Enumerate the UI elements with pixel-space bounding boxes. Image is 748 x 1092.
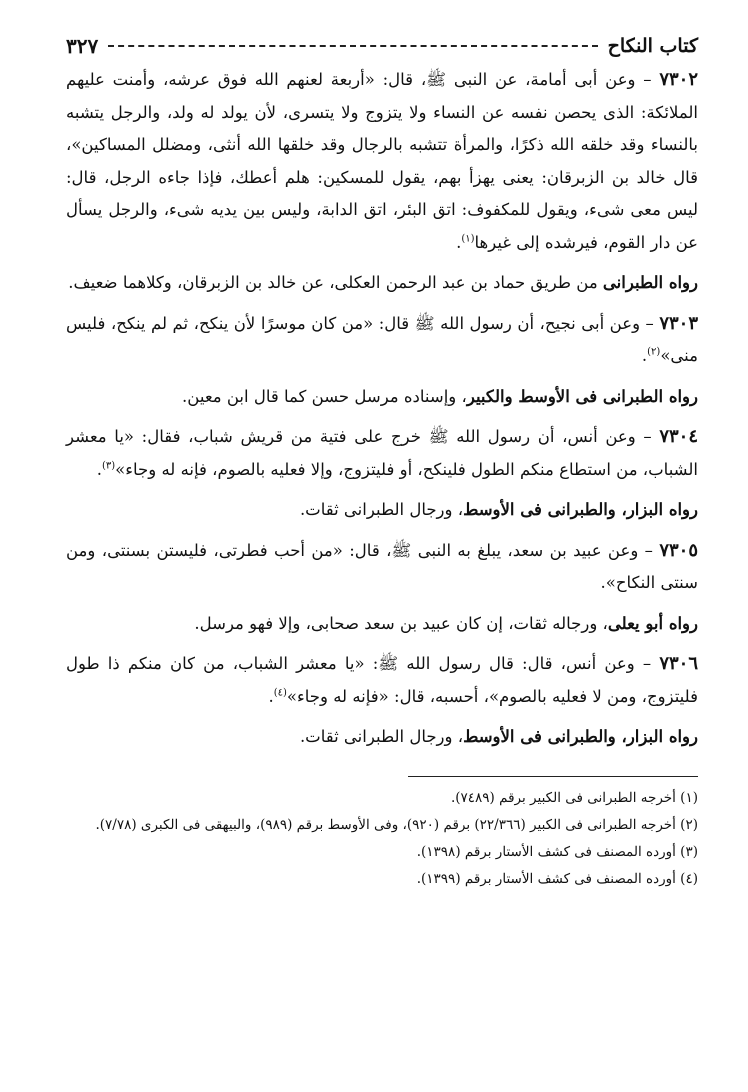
footnote-separator — [408, 776, 698, 777]
hadith-text: – وعن أبى نجيح، أن رسول الله ﷺ قال: «من كان موسرًا لأن ينكح، ثم لم ينكح، فليس منى» — [66, 313, 698, 365]
source-rest: ، ورجال الطبرانى ثقات. — [299, 727, 464, 746]
footnotes — [66, 785, 698, 893]
footnote-ref[interactable]: (٤) — [273, 687, 287, 698]
source-bold: رواه الطبرانى فى الأوسط والكبير — [466, 386, 698, 406]
hadith-text: – وعن أنس، أن رسول الله ﷺ خرج على فتية من قريش شباب، فقال: «يا معشر الشباب، من استطاع منكم الطول فلينكح، أو فليتزوج، وإلا فعليه بالصوم، فإنه له وجاء» — [66, 427, 698, 479]
header-dashed-rule — [108, 45, 597, 47]
hadith-text: – وعن أبى أمامة، عن النبى ﷺ، قال: «أربعة لعنهم الله فوق عرشه، وأمنت عليهم الملائكة: الذى يحصن نفسه عن النساء ولا يتزوج ولا يتسرى، لأن يولد له ولد، والرجل يتشبه بالنساء وقد خلقه الله ذكرًا، والمرأة تتشبه بالرجال وقد خلقها الله أنثى، ومضلل المساكين»، قال خالد بن الزبرقان: يعنى يهزأ بهم، يقول للمسكين: هلم أعطك، فإذا جاءه الرجل، قال: ليس معى شىء، ويقول للمكفوف: اتق البئر، اتق الدابة، وليس بين يديه شىء، والرجل يسأل عن دار القوم، فيرشده إلى غيرها — [66, 70, 698, 252]
hadith-number: ٧٣٠٢ — [659, 69, 699, 90]
running-header — [66, 28, 698, 64]
hadith-number: ٧٣٠٦ — [659, 653, 698, 674]
page-number: ٣٢٧ — [66, 34, 99, 58]
hadith-source — [66, 267, 698, 300]
footnote-1: (١) أخرجه الطبرانى فى الكبير برقم (٧٤٨٩). — [450, 789, 698, 806]
source-rest: من طريق حماد بن عبد الرحمن العكلى، عن خالد بن الزبرقان، وكلاهما ضعيف. — [68, 273, 603, 292]
footnote-ref[interactable]: (٢) — [647, 346, 661, 358]
footnote-ref[interactable]: (٣) — [101, 460, 116, 471]
hadith-text: – وعن عبيد بن سعد، يبلغ به النبى ﷺ، قال: «من أحب فطرتى، فليستن بسنتى، ومن سنتى النكاح». — [66, 540, 698, 592]
hadith-7304: ٧٣٠٤ – وعن أنس، أن رسول الله ﷺ خرج على فتية من قريش شباب، فقال: «يا معشر الشباب، من استطاع منكم الطول فلينكح، أو فليتزوج، وإلا فعليه بالصوم، فإنه له وجاء»$^{(٣)}$. — [66, 426, 698, 479]
hadith-text: – وعن أنس، قال: قال رسول الله ﷺ: «يا معشر الشباب، من كان منكم ذا طول فليتزوج، ومن لا فعليه بالصوم»، أحسبه، قال: «فإنه له وجاء» — [66, 654, 698, 706]
source-bold: رواه أبو يعلى — [607, 613, 698, 633]
hadith-source — [66, 381, 698, 414]
hadith-source — [66, 721, 698, 754]
footnote-3: (٣) أورده المصنف فى كشف الأستار برقم (١٣٩٨). — [416, 843, 698, 860]
source-bold: رواه الطبرانى — [602, 273, 698, 292]
hadith-7303: ٧٣٠٣ – وعن أبى نجيح، أن رسول الله ﷺ قال: «من كان موسرًا لأن ينكح، ثم لم ينكح، فليس منى»$^{(٢)}$. — [66, 312, 698, 365]
page — [66, 28, 698, 893]
source-bold: رواه البزار، والطبرانى فى الأوسط — [463, 500, 698, 519]
source-rest: ، ورجاله ثقات، إن كان عبيد بن سعد صحابى، وإلا فهو مرسل. — [194, 613, 608, 633]
hadith-number: ٧٣٠٣ — [659, 312, 698, 334]
chapter-title: كتاب النكاح — [607, 35, 698, 57]
footnote-4: (٤) أورده المصنف فى كشف الأستار برقم (١٣٩٩). — [416, 870, 698, 887]
hadith-number: ٧٣٠٥ — [659, 539, 698, 561]
footnote-ref[interactable]: (١) — [461, 233, 475, 244]
hadith-number: ٧٣٠٤ — [659, 426, 698, 447]
hadith-7306: ٧٣٠٦ – وعن أنس، قال: قال رسول الله ﷺ: «يا معشر الشباب، من كان منكم ذا طول فليتزوج، ومن لا فعليه بالصوم»، أحسبه، قال: «فإنه له وجاء»$^{(٤)}$. — [66, 653, 698, 706]
hadith-source — [66, 494, 698, 527]
source-rest: ، ورجال الطبرانى ثقات. — [299, 500, 464, 519]
hadith-7302: ٧٣٠٢ – وعن أبى أمامة، عن النبى ﷺ، قال: «أربعة لعنهم الله فوق عرشه، وأمنت عليهم الملائكة: الذى يحصن نفسه عن النساء ولا يتزوج ولا يتسرى، لأن يولد له ولد، والرجل يتشبه بالنساء وقد خلقه الله ذكرًا، والمرأة تتشبه بالرجال وقد خلقها الله أنثى، ومضلل المساكين»، قال خالد بن الزبرقان: يعنى يهزأ بهم، يقول للمسكين: هلم أعطك، فإذا جاءه الرجل، قال: ليس معى شىء، ويقول للمكفوف: اتق البئر، اتق الدابة، وليس بين يديه شىء، والرجل يسأل عن دار القوم، فيرشده إلى غيرها$^{(١)}$. — [66, 69, 699, 252]
source-rest: ، وإسناده مرسل حسن كما قال ابن معين. — [182, 386, 467, 406]
source-bold: رواه البزار، والطبرانى فى الأوسط — [463, 727, 698, 746]
hadith-7305 — [66, 535, 698, 600]
footnote-2: (٢) أخرجه الطبرانى فى الكبير (٢٢/٣٦٦) برقم (٩٢٠)، وفى الأوسط برقم (٩٨٩)، والبيهقى فى الكبرى (٧/٧٨). — [95, 816, 698, 833]
hadith-source — [66, 608, 698, 641]
